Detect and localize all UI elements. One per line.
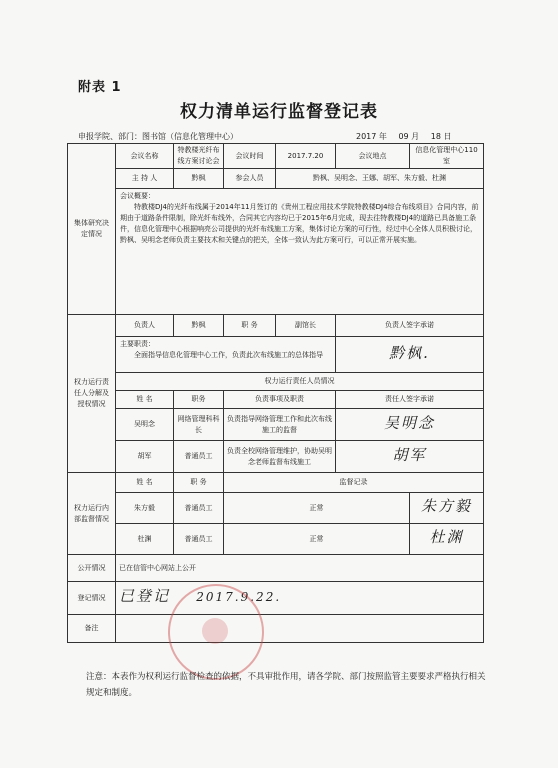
col-post: 职务 — [174, 391, 224, 409]
sup-signature: 杜渊 — [429, 528, 464, 546]
sup-record: 正常 — [224, 493, 410, 524]
registration-table — [67, 143, 484, 643]
meeting-place-label: 会议地点 — [336, 144, 410, 169]
attendees-label: 参会人员 — [224, 169, 276, 189]
sup-signature: 朱方毅 — [420, 497, 472, 515]
duty-label: 主要职责： — [120, 340, 155, 348]
head-sign-label: 负责人签字承诺 — [336, 315, 484, 337]
post-value: 副馆长 — [276, 315, 336, 337]
responsibility-section-label: 权力运行责任人分解及授权情况 — [68, 315, 116, 473]
sup-record: 正常 — [224, 524, 410, 555]
supervision-section-label: 权力运行内部监督情况 — [68, 473, 116, 555]
date-month: 09 月 — [398, 132, 420, 141]
meeting-time-value: 2017.7.20 — [276, 144, 336, 169]
public-value: 已在信管中心网站上公开 — [116, 555, 484, 582]
sup-post: 普通员工 — [174, 493, 224, 524]
meeting-name-value: 特教楼光纤布线方案讨论会 — [174, 144, 224, 169]
sup-post: 普通员工 — [174, 524, 224, 555]
report-date — [356, 131, 460, 142]
sup-col-name: 姓 名 — [116, 473, 174, 493]
host-value: 黔枫 — [174, 169, 224, 189]
post-label: 职 务 — [224, 315, 276, 337]
summary-label: 会议概要： — [120, 192, 155, 200]
sup-col-record: 监督记录 — [224, 473, 484, 493]
table-row — [68, 493, 484, 524]
person-post: 网络管理科科长 — [174, 409, 224, 441]
registration-date: 2017.9.22. — [196, 590, 282, 604]
sup-signature-cell — [410, 493, 484, 524]
official-seal — [168, 584, 264, 680]
person-duty: 负责全校网络管理维护，协助吴明念老师监督布线施工 — [224, 441, 336, 473]
sup-col-post: 职 务 — [174, 473, 224, 493]
meeting-name-label: 会议名称 — [116, 144, 174, 169]
subtable-title: 权力运行责任人员情况 — [116, 373, 484, 391]
person-signature: 胡军 — [392, 445, 427, 464]
col-name: 姓 名 — [116, 391, 174, 409]
meeting-time-label: 会议时间 — [224, 144, 276, 169]
footnote: 注意：本表作为权利运行监督检查的依据，不具审批作用，请各学院、部门按照监管主要要求严格执行相关规定和制度。 — [86, 672, 486, 698]
date-year: 2017 年 — [356, 132, 387, 141]
page-title: 权力清单运行监督登记表 — [180, 102, 378, 122]
signature-cell — [336, 409, 484, 441]
summary-text: 特教楼DJ4的光纤布线属于2014年11月签订的《贵州工程应用技术学院特教楼DJ4综合布线项目》合同内容，前期由于道路条件限制，除光纤布线外，合同其它内容均已于2015年6月完成，现去往特教楼DJ4的道路已具备施工条件，信息化管理中心根据响亮公司提供的光纤布线施工方案，集体讨论方案的可行性，经过中心全体人员积极讨论，黔枫、吴明念老师负责主要技术和关键点的把关，全体一致认为此方案可行，可以正常开展实施。 — [120, 203, 479, 244]
host-label: 主 持 人 — [116, 169, 174, 189]
person-post: 普通员工 — [174, 441, 224, 473]
sup-name: 杜渊 — [116, 524, 174, 555]
head-label: 负责人 — [116, 315, 174, 337]
attachment-label: 附表 1 — [78, 80, 122, 95]
person-signature: 吴明念 — [383, 413, 435, 432]
collective-section-label: 集体研究决定情况 — [68, 144, 116, 315]
table-row — [68, 409, 484, 441]
remarks-label: 备注 — [68, 615, 116, 643]
meeting-place-value: 信息化管理中心110室 — [410, 144, 484, 169]
registration-label: 登记情况 — [68, 582, 116, 615]
person-name: 吴明念 — [116, 409, 174, 441]
person-duty: 负责指导网络管理工作和此次布线施工的监督 — [224, 409, 336, 441]
sup-name: 朱方毅 — [116, 493, 174, 524]
applicant-dept: 申报学院、部门：图书馆（信息化管理中心） — [78, 132, 238, 141]
meeting-summary — [116, 189, 484, 315]
public-label: 公开情况 — [68, 555, 116, 582]
date-day: 18 日 — [430, 132, 452, 141]
head-signature: 黔枫. — [389, 343, 430, 362]
sup-signature-cell — [410, 524, 484, 555]
seal-emblem — [202, 618, 228, 644]
duty-text: 全面指导信息化管理中心工作，负责此次布线施工的总体指导 — [134, 351, 323, 359]
signature-cell — [336, 441, 484, 473]
head-value: 黔枫 — [174, 315, 224, 337]
col-duty: 负责事项及职责 — [224, 391, 336, 409]
head-signature-cell — [336, 337, 484, 373]
attendees-value: 黔枫、吴明念、王娜、胡军、朱方毅、杜渊 — [276, 169, 484, 189]
person-name: 胡军 — [116, 441, 174, 473]
registration-cell — [116, 582, 484, 615]
col-sign: 责任人签字承诺 — [336, 391, 484, 409]
table-row — [68, 524, 484, 555]
main-duty — [116, 337, 336, 373]
table-row — [68, 441, 484, 473]
registration-signature: 已登记 — [119, 587, 171, 605]
